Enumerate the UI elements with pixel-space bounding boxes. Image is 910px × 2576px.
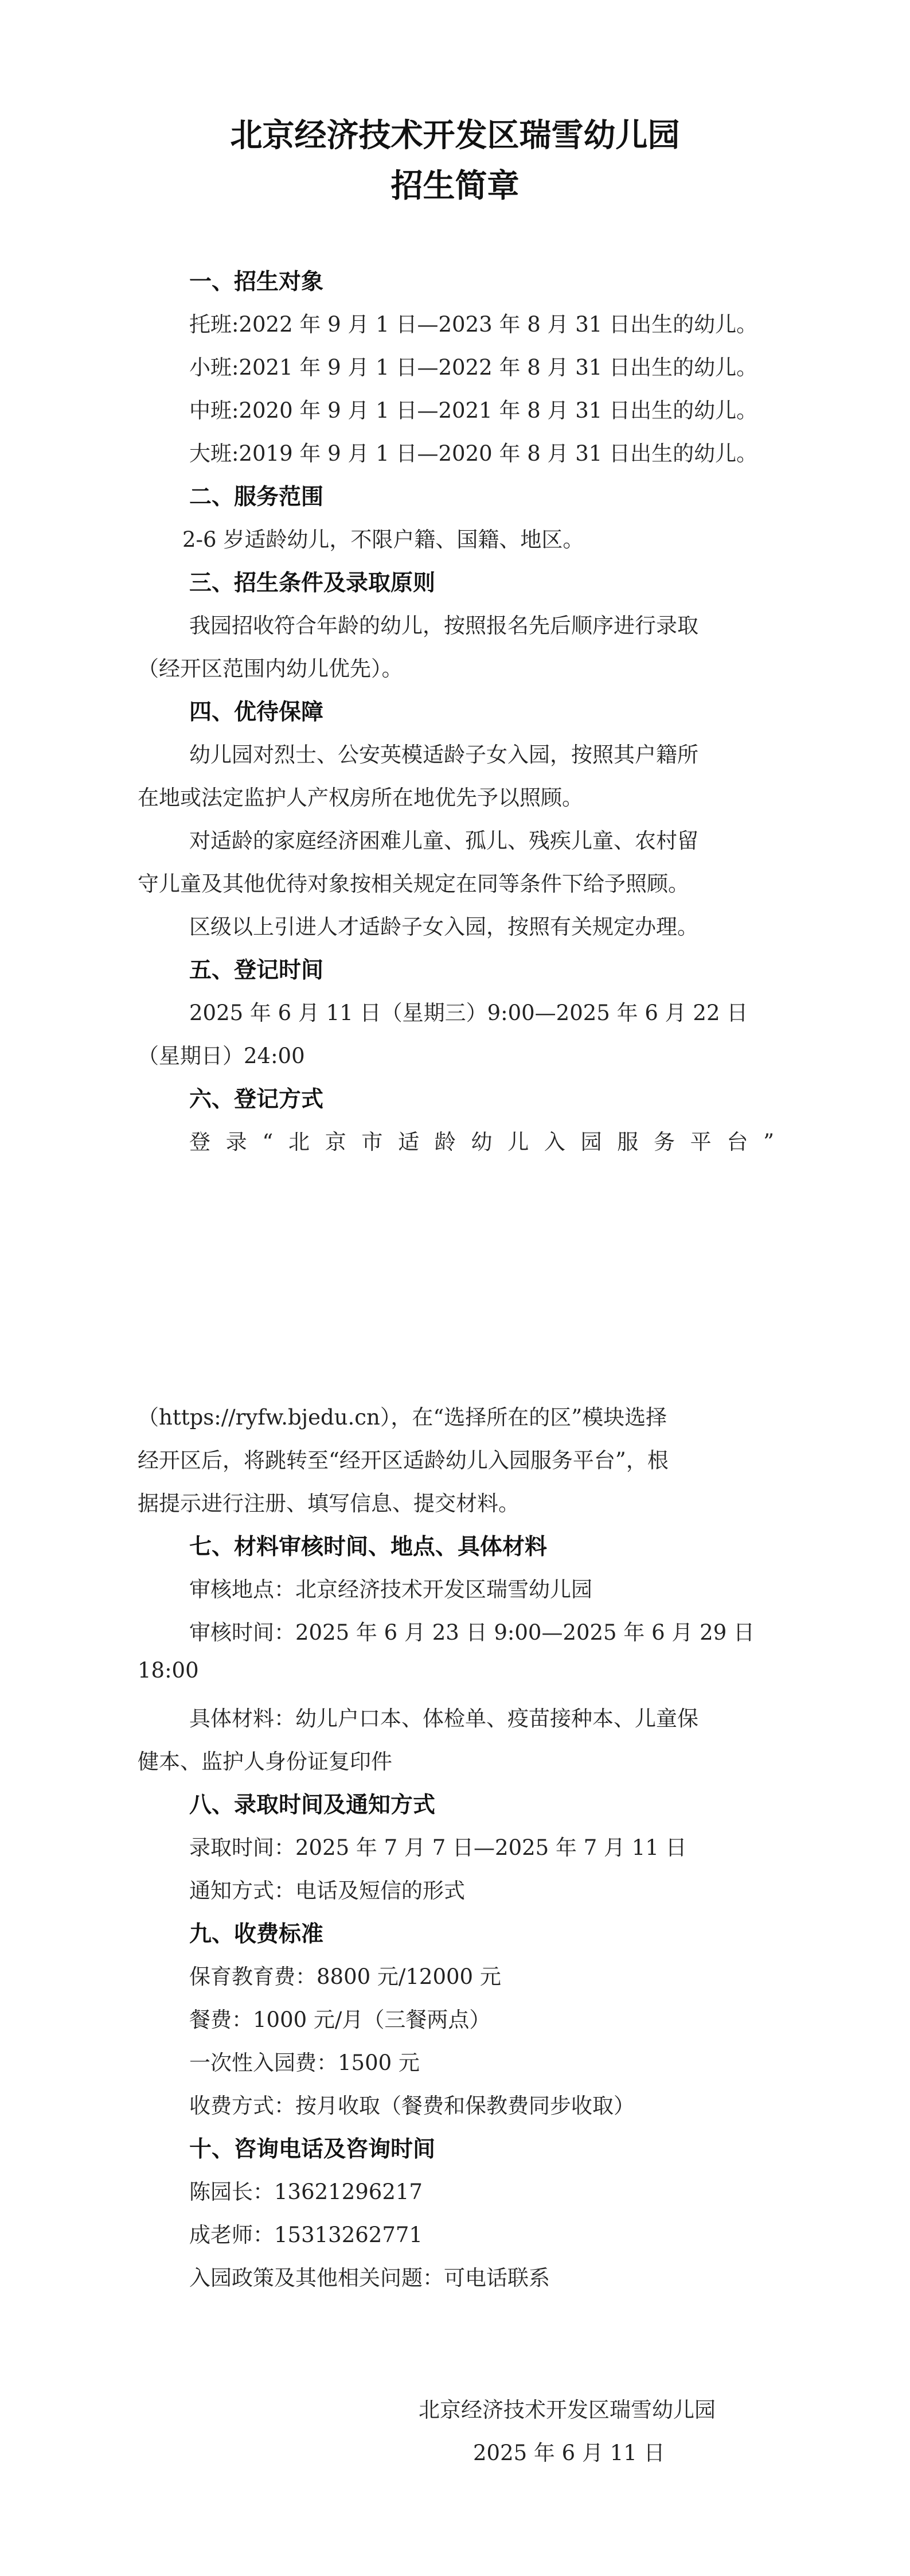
section-heading-registration-time: 五、登记时间: [189, 958, 324, 983]
page-title: 北京经济技术开发区瑞雪幼儿园: [230, 116, 680, 154]
paragraph-line: 据提示进行注册、填写信息、提交材料。: [138, 1491, 520, 1516]
section-heading-enrollment-targets: 一、招生对象: [189, 269, 324, 295]
paragraph-line: 成老师：15313262771: [189, 2223, 423, 2247]
paragraph-line: 守儿童及其他优待对象按相关规定在同等条件下给予照顾。: [138, 871, 689, 896]
list-item: 小班:2021 年 9 月 1 日—2022 年 8 月 31 日出生的幼儿。: [189, 355, 758, 380]
paragraph: 2-6 岁适龄幼儿，不限户籍、国籍、地区。: [182, 527, 584, 552]
section-heading-service-scope: 二、服务范围: [189, 484, 324, 510]
paragraph-line: 18:00: [138, 1658, 199, 1683]
paragraph-line: 幼儿园对烈士、公安英模适龄子女入园，按照其户籍所: [189, 742, 698, 767]
list-item: 中班:2020 年 9 月 1 日—2021 年 8 月 31 日出生的幼儿。: [189, 398, 758, 423]
list-item: 托班:2022 年 9 月 1 日—2023 年 8 月 31 日出生的幼儿。: [189, 312, 758, 337]
section-heading-contact: 十、咨询电话及咨询时间: [189, 2137, 436, 2162]
paragraph-line: 餐费：1000 元/月（三餐两点）: [189, 2007, 491, 2032]
section-heading-fees: 九、收费标准: [189, 1921, 324, 1947]
paragraph-line: 一次性入园费：1500 元: [189, 2050, 420, 2075]
paragraph-line: 录取时间：2025 年 7 月 7 日—2025 年 7 月 11 日: [189, 1835, 687, 1860]
paragraph-line: 我园招收符合年龄的幼儿，按照报名先后顺序进行录取: [189, 613, 698, 638]
section-heading-admission-rules: 三、招生条件及录取原则: [189, 570, 436, 596]
section-heading-preferential-policy: 四、优待保障: [189, 699, 324, 725]
section-heading-admission-notice: 八、录取时间及通知方式: [189, 1792, 436, 1818]
page-subtitle: 招生简章: [390, 167, 520, 205]
paragraph-line: 通知方式：电话及短信的形式: [189, 1878, 465, 1903]
paragraph-line: 审核地点：北京经济技术开发区瑞雪幼儿园: [189, 1577, 592, 1602]
paragraph-line: （经开区范围内幼儿优先）。: [138, 656, 403, 681]
paragraph-line: 对适龄的家庭经济困难儿童、孤儿、残疾儿童、农村留: [189, 828, 698, 853]
paragraph-line: 健本、监护人身份证复印件: [138, 1749, 392, 1774]
paragraph-line: 保育教育费：8800 元/12000 元: [189, 1964, 501, 1989]
signature-date: 2025 年 6 月 11 日: [473, 2441, 665, 2465]
section-heading-material-review: 七、材料审核时间、地点、具体材料: [189, 1534, 548, 1560]
paragraph-line-spaced: 登录“北京市适龄幼儿入园服务平台”: [189, 1130, 774, 1154]
paragraph-line: 经开区后，将跳转至“经开区适龄幼儿入园服务平台”，根: [138, 1448, 669, 1473]
list-item: 大班:2019 年 9 月 1 日—2020 年 8 月 31 日出生的幼儿。: [189, 441, 758, 466]
paragraph-line: 2025 年 6 月 11 日（星期三）9:00—2025 年 6 月 22 日: [189, 1001, 748, 1025]
paragraph-line: 入园政策及其他相关问题：可电话联系: [189, 2266, 550, 2290]
signature-org: 北京经济技术开发区瑞雪幼儿园: [419, 2398, 716, 2422]
paragraph-line: 具体材料：幼儿户口本、体检单、疫苗接种本、儿童保: [189, 1706, 698, 1731]
paragraph-line: 区级以上引进人才适龄子女入园，按照有关规定办理。: [189, 915, 698, 939]
paragraph-line: （星期日）24:00: [138, 1044, 305, 1068]
paragraph-line: 收费方式：按月收取（餐费和保教费同步收取）: [189, 2094, 635, 2118]
paragraph-line: （https://ryfw.bjedu.cn），在“选择所在的区”模块选择: [138, 1405, 667, 1430]
section-heading-registration-method: 六、登记方式: [189, 1087, 324, 1112]
paragraph-line: 陈园长：13621296217: [189, 2180, 423, 2204]
paragraph-line: 审核时间：2025 年 6 月 23 日 9:00—2025 年 6 月 29 日: [189, 1620, 755, 1645]
paragraph-line: 在地或法定监护人产权房所在地优先予以照顾。: [138, 785, 583, 810]
